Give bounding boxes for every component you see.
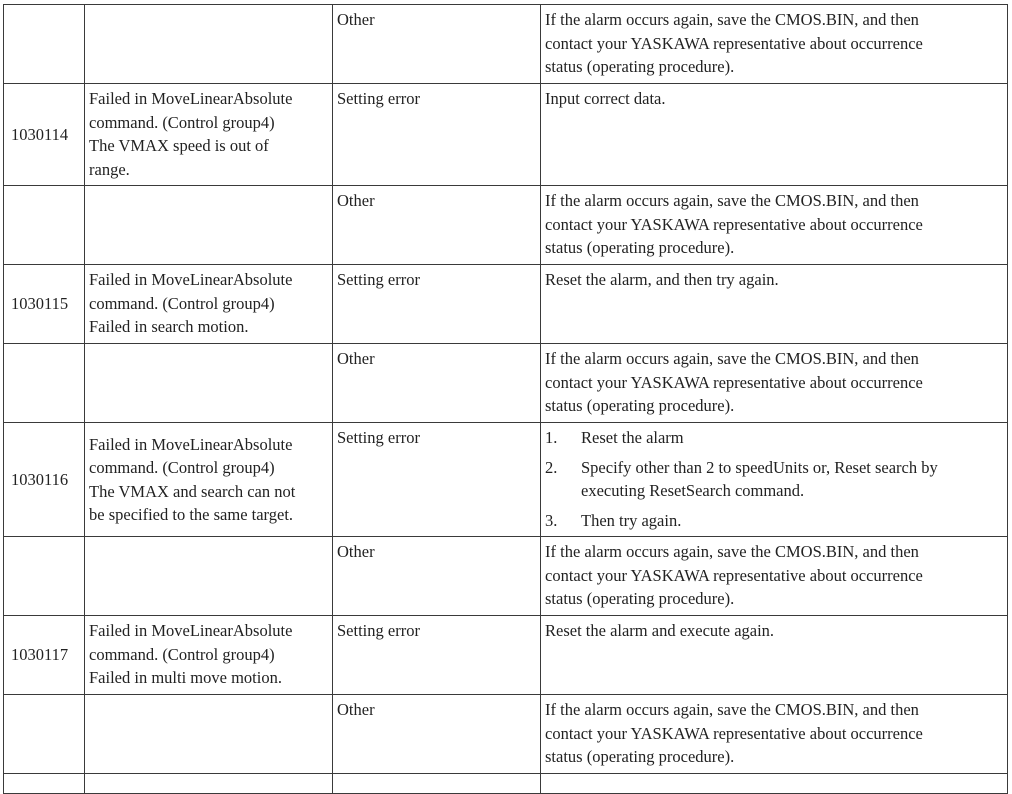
step-number: 3. (545, 510, 558, 530)
table-row (4, 265, 1008, 344)
step-number: 2. (545, 457, 558, 477)
remedy-step (545, 426, 1002, 450)
alarm-table (3, 4, 1008, 794)
cause-text: Setting error (337, 89, 420, 108)
remedy-step (545, 509, 1002, 533)
remedy-line: If the alarm occurs again, save the CMOS.BIN, and then (545, 10, 919, 29)
alarm-cause-cell (333, 537, 541, 616)
alarm-code-cell (4, 5, 85, 84)
meaning-line: The VMAX speed is out of (89, 136, 269, 155)
meaning-line: range. (89, 159, 130, 179)
remedy-line: contact your YASKAWA representative about occurrence (545, 214, 923, 234)
step-text: Specify other than 2 to speedUnits or, Reset search by (581, 457, 938, 477)
table-row (4, 423, 1008, 537)
remedy-line: contact your YASKAWA representative about occurrence (545, 565, 923, 585)
alarm-code-cell (4, 186, 85, 265)
remedy-line: status (operating procedure). (545, 747, 735, 766)
cause-text: Other (337, 191, 375, 210)
remedy-line: If the alarm occurs again, save the CMOS.BIN, and then (545, 542, 919, 561)
alarm-meaning-cell (85, 537, 333, 616)
alarm-code-cell (4, 616, 85, 695)
alarm-code-cell (4, 344, 85, 423)
alarm-cause-cell (333, 265, 541, 344)
meaning-line: be specified to the same target. (89, 505, 294, 524)
meaning-line: Failed in MoveLinearAbsolute (89, 434, 293, 454)
alarm-code-cell (4, 695, 85, 774)
alarm-cause-cell (333, 616, 541, 695)
cause-text: Other (337, 349, 375, 368)
cause-text: Other (337, 542, 375, 561)
step-number: 1. (545, 428, 558, 447)
table-row (4, 186, 1008, 265)
step-text: Then try again. (581, 510, 682, 530)
cause-text: Setting error (337, 621, 420, 640)
remedy-step (545, 456, 1002, 503)
alarm-remedy-cell (541, 695, 1008, 774)
table-row (4, 616, 1008, 695)
meaning-line: command. (Control group4) (89, 644, 275, 664)
remedy-line: If the alarm occurs again, save the CMOS.BIN, and then (545, 349, 919, 368)
table-row (4, 84, 1008, 186)
meaning-line: Failed in MoveLinearAbsolute (89, 621, 293, 640)
alarm-code-cell (4, 423, 85, 537)
remedy-steps-list (545, 426, 1002, 532)
step-text: Reset the alarm (581, 428, 684, 447)
remedy-line: status (operating procedure). (545, 238, 735, 257)
alarm-remedy-cell (541, 423, 1008, 537)
table-row (4, 5, 1008, 84)
alarm-remedy-cell (541, 186, 1008, 265)
remedy-line: Input correct data. (545, 89, 666, 108)
alarm-cause-cell (333, 186, 541, 265)
step-text: executing ResetSearch command. (581, 481, 805, 500)
meaning-line: Failed in MoveLinearAbsolute (89, 89, 293, 108)
alarm-cause-cell (333, 695, 541, 774)
alarm-remedy-cell (541, 537, 1008, 616)
meaning-line: command. (Control group4) (89, 293, 275, 313)
alarm-code-cell (4, 265, 85, 344)
alarm-code-cell (4, 774, 85, 794)
table-row (4, 695, 1008, 774)
alarm-remedy-cell (541, 5, 1008, 84)
table-row (4, 537, 1008, 616)
cause-text: Setting error (337, 270, 420, 289)
alarm-remedy-cell (541, 774, 1008, 794)
alarm-cause-cell (333, 84, 541, 186)
alarm-code: 1030115 (11, 294, 69, 314)
alarm-cause-cell (333, 344, 541, 423)
alarm-code-cell (4, 84, 85, 186)
table-row (4, 774, 1008, 794)
alarm-remedy-cell (541, 616, 1008, 695)
remedy-line: If the alarm occurs again, save the CMOS.BIN, and then (545, 191, 919, 210)
alarm-meaning-cell (85, 695, 333, 774)
meaning-line: Failed in multi move motion. (89, 668, 282, 687)
alarm-meaning-cell (85, 774, 333, 794)
remedy-line: status (operating procedure). (545, 57, 735, 76)
alarm-meaning-cell (85, 423, 333, 537)
alarm-code: 1030116 (11, 469, 69, 489)
remedy-line: Reset the alarm and execute again. (545, 621, 775, 640)
meaning-line: Failed in MoveLinearAbsolute (89, 270, 293, 289)
remedy-line: status (operating procedure). (545, 396, 735, 415)
meaning-line: The VMAX and search can not (89, 481, 296, 501)
remedy-line: contact your YASKAWA representative about occurrence (545, 372, 923, 392)
alarm-cause-cell (333, 423, 541, 537)
alarm-remedy-cell (541, 344, 1008, 423)
remedy-line: status (operating procedure). (545, 589, 735, 608)
alarm-meaning-cell (85, 5, 333, 84)
alarm-code: 1030117 (11, 645, 69, 665)
cause-text: Setting error (337, 428, 420, 447)
alarm-meaning-cell (85, 265, 333, 344)
alarm-code-cell (4, 537, 85, 616)
meaning-line: command. (Control group4) (89, 458, 275, 477)
meaning-line: command. (Control group4) (89, 112, 275, 132)
cause-text: Other (337, 700, 375, 719)
remedy-line: contact your YASKAWA representative about occurrence (545, 723, 923, 743)
alarm-meaning-cell (85, 186, 333, 265)
alarm-meaning-cell (85, 84, 333, 186)
table-row (4, 344, 1008, 423)
alarm-remedy-cell (541, 265, 1008, 344)
remedy-line: If the alarm occurs again, save the CMOS.BIN, and then (545, 700, 919, 719)
alarm-remedy-cell (541, 84, 1008, 186)
alarm-meaning-cell (85, 344, 333, 423)
alarm-cause-cell (333, 5, 541, 84)
remedy-line: contact your YASKAWA representative about occurrence (545, 33, 923, 53)
alarm-meaning-cell (85, 616, 333, 695)
alarm-cause-cell (333, 774, 541, 794)
alarm-code: 1030114 (11, 124, 69, 144)
cause-text: Other (337, 10, 375, 29)
meaning-line: Failed in search motion. (89, 317, 249, 336)
remedy-line: Reset the alarm, and then try again. (545, 270, 779, 289)
